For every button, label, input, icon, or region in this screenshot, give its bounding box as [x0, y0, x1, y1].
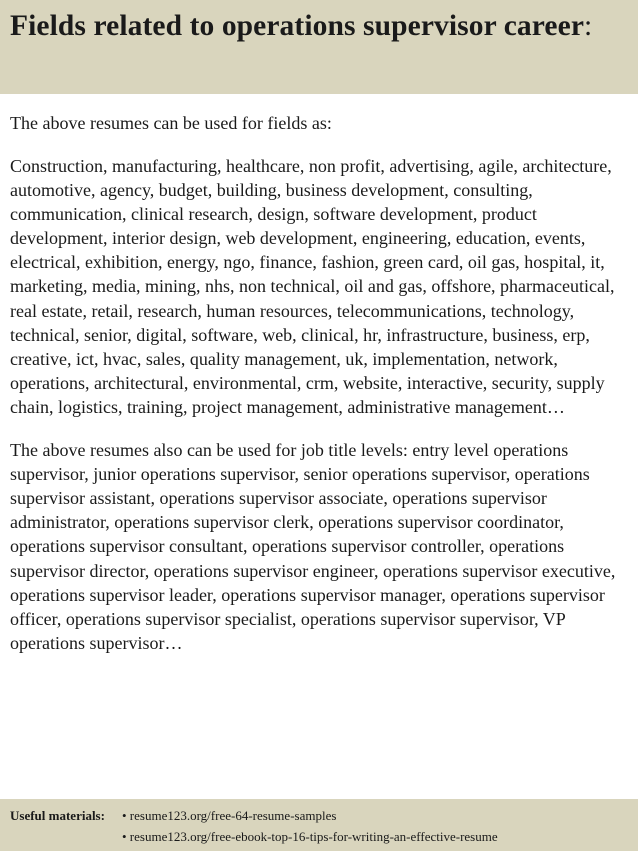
- ebook-tips-link[interactable]: • resume123.org/free-ebook-top-16-tips-for-writing-an-effective-resume: [122, 829, 498, 844]
- main-content: [10, 111, 634, 655]
- fields-list-text: Construction, manufacturing, healthcare, non profit, advertising, agile, architecture, automotive, agency, budget, building, business development, consulting, communication, clinical research, design, software development, product development, interior design, web development, engineering, education, events, electrical, exhibition, energy, ngo, finance, fashion, green card, oil gas, hospital, it, marketing, media, mining, nhs, non technical, oil and gas, offshore, pharmaceutical, real estate, retail, research, human resources, telecommunications, technology, technical, senior, digital, software, web, clinical, hr, infrastructure, business, erp, creative, ict, hvac, sales, quality management, uk, implementation, network, operations, architectural, environmental, crm, website, interactive, security, supply chain, logistics, training, project management, administrative management…: [10, 156, 615, 417]
- footer-row-1: [10, 805, 638, 826]
- footer-row-2: [10, 826, 638, 847]
- resume-samples-link[interactable]: • resume123.org/free-64-resume-samples: [122, 808, 337, 823]
- job-levels-text: The above resumes also can be used for job title levels: entry level operations supervisor, junior operations supervisor, senior operations supervisor, operations supervisor assistant, operations supervisor associate, operations supervisor administrator, operations supervisor clerk, operations supervisor coordinator, operations supervisor consultant, operations supervisor controller, operations supervisor director, operations supervisor engineer, operations supervisor executive, operations supervisor leader, operations supervisor manager, operations supervisor officer, operations supervisor specialist, operations supervisor supervisor, VP operations supervisor…: [10, 440, 616, 653]
- page-title: [10, 9, 628, 44]
- useful-materials-label-text: Useful materials: [10, 808, 101, 823]
- intro-text: The above resumes can be used for fields as:: [10, 113, 332, 133]
- useful-materials-label-colon: :: [100, 808, 105, 823]
- footer-banner: [0, 799, 638, 851]
- header-banner: [0, 0, 638, 94]
- useful-materials-label: [10, 805, 105, 826]
- page-title-colon: :: [584, 10, 593, 42]
- page-title-text: Fields related to operations supervisor career: [10, 10, 585, 42]
